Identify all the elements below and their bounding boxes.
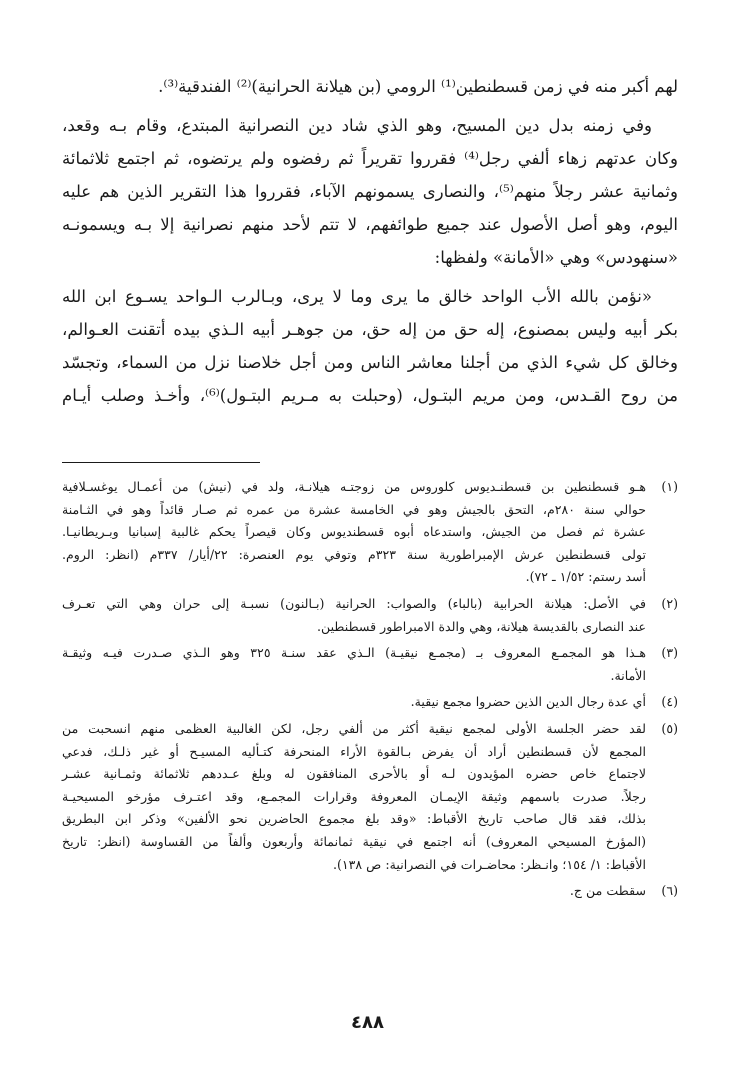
text-line: «نؤمن بالله الأب الواحد خالق ما يرى وما لا يرى، وبـالرب الـواحد يسـوع ابن الله <box>62 287 652 306</box>
text-line: وكان عدتهم زهاء ألفي رجل⁽⁴⁾ فقرروا تقريراً ثم رفضوه ولم يرتضوه، ثم اجتمع ثلاثمائة <box>62 149 679 168</box>
footnote-line: الأمانة. <box>610 667 646 683</box>
footnote-2 <box>62 593 678 638</box>
footnote-number: (٣) <box>661 645 678 661</box>
footnote-4 <box>62 691 678 714</box>
footnote-line: الأقباط: ١/ ١٥٤؛ وانـظر: محاضـرات في النصرانية: ص ١٣٨). <box>332 856 646 872</box>
footnote-line: هـذا هو المجمـع المعروف بـ (مجمـع نيقيـة) الـذي عقد سنـة ٣٢٥ وهو الـذي صـدرت فيـه وثيقـة <box>62 645 646 661</box>
footnote-line: أسد رستم: ١/٥٢ ـ ٧٢). <box>525 569 646 585</box>
footnote-line: (المؤرخ المسيحي المعروف) أنه اجتمع في نيقية ثمانمائة وأربعون وألفاً من القساوسة (انظر: تاريخ <box>62 833 646 849</box>
footnote-line: بذلك، فقد قال صاحب تاريخ الأقباط: «وقد بلغ مجموع الحاضرين نحو الألفين» وذكر ابن البطريق <box>62 811 646 827</box>
footnote-line: لقد حضر الجلسة الأولى لمجمع نيقية أكثر من ألفي رجل، لكن الغالبية العظمى منهم انسحبت من <box>62 720 646 736</box>
footnote-line: تولى قسطنطين عرش الإمبراطورية سنة ٣٢٣م وتوفي يوم العنصرة: ٢٢/أيار/ ٣٣٧م (انظر: الروم. <box>62 546 646 562</box>
footnote-line: عند النصارى بالقديسة هيلانة، وهي والدة الامبراطور قسطنطين. <box>317 618 646 634</box>
footnote-line: في الأصل: هيلانة الحرابية (بالباء) والصواب: الحرانية (بـالنون) نسبـة إلى حران وهي التي تعـرف <box>62 595 646 611</box>
footnote-number: (٤) <box>661 694 678 710</box>
main-text <box>62 70 678 412</box>
footnote-number: (٢) <box>661 595 678 611</box>
footnote-5 <box>62 718 678 876</box>
paragraph-1 <box>62 70 678 103</box>
footnote-line: حوالي سنة ٢٨٠م، التحق بالجيش وهو في الخامسة عشرة من عمره ثم صـار قائداً وهو في الثـامنة <box>62 501 646 517</box>
footnote-line: المجمع لأن قسطنطين أراد أن يفرض بـالقوة الأراء المنحرفة كتـأليه المسيـح أو غير ذلـك، فدعي <box>62 743 646 759</box>
paragraph-2 <box>62 109 678 274</box>
text-line: «سنهودس» وهي «الأمانة» ولفظها: <box>434 248 678 267</box>
text-line: بكر أبيه وليس بمصنوع، إله حق من إله حق، من جوهـر أبيه الـذي بيده أتقنت العـوالم، <box>62 320 678 339</box>
text-line: اليوم، وهو أصل الأصول عند جميع طوائفهم، لا تتم لأحد منهم نصرانية إلا بـه ويسمونـه <box>62 215 678 234</box>
text-line: من روح القـدس، ومن مريم البتـول، (وحبلت به مـريم البتـول)⁽⁶⁾، وأخـذ وصلب أيـام <box>62 386 678 405</box>
footnote-number: (١) <box>661 479 678 494</box>
text-line: لهم أكبر منه في زمن قسطنطين⁽¹⁾ الرومي (بن هيلانة الحرانية)⁽²⁾ الفندقية⁽³⁾. <box>158 77 678 96</box>
footnote-line: سقطت من ج. <box>569 883 646 899</box>
footnote-1 <box>62 476 678 589</box>
footnote-line: رجلاً. صدرت باسمهم وثيقة الإيمـان المعروفة وقرارات المجمـع، وقد اعتـرف مؤرخو المسيحيـة <box>62 788 646 804</box>
text-line: وثمانية عشر رجلاً منهم⁽⁵⁾، والنصارى يسمونهم الآباء، فقرروا هذا التقرير الذين هم عليه <box>62 182 678 201</box>
page-number: ٤٨٨ <box>351 1012 384 1033</box>
footnote-3 <box>62 642 678 687</box>
footnote-divider <box>62 462 260 463</box>
footnote-number: (٦) <box>661 883 678 899</box>
footnote-line: هـو قسطنطين بن قسطنـديوس كلوروس من زوجتـه هيلانـة، ولد في (نيش) من أعمـال يوغسـلافية <box>62 479 646 494</box>
footnote-line: عشرة ثم فصل من الجيش، واستدعاه أبوه قسطنديوس وكان قيصراً يحكم غالبية إسبانيا وبـريطانيـا. <box>62 524 646 540</box>
text-line: وفي زمنه بدل دين المسيح، وهو الذي شاد دين النصرانية المبتدع، وقام بـه وقعد، <box>62 116 652 135</box>
footnote-line: أي عدة رجال الدين الذين حضروا مجمع نيقية. <box>410 694 646 710</box>
text-line: وخالق كل شيء الذي من أجلنا معاشر الناس ومن أجل خلاصنا نزل من السماء، وتجسّد <box>62 353 678 372</box>
footnote-6 <box>62 880 678 903</box>
footnotes <box>62 476 678 907</box>
footnote-line: لاجتماع خاص حضره المؤيدون لـه أو بالأحرى المنافقون له وبلغ عـددهم ثلاثمائة وثمـانية عشـر <box>62 766 646 782</box>
footnote-number: (٥) <box>661 720 678 736</box>
paragraph-3 <box>62 280 678 412</box>
